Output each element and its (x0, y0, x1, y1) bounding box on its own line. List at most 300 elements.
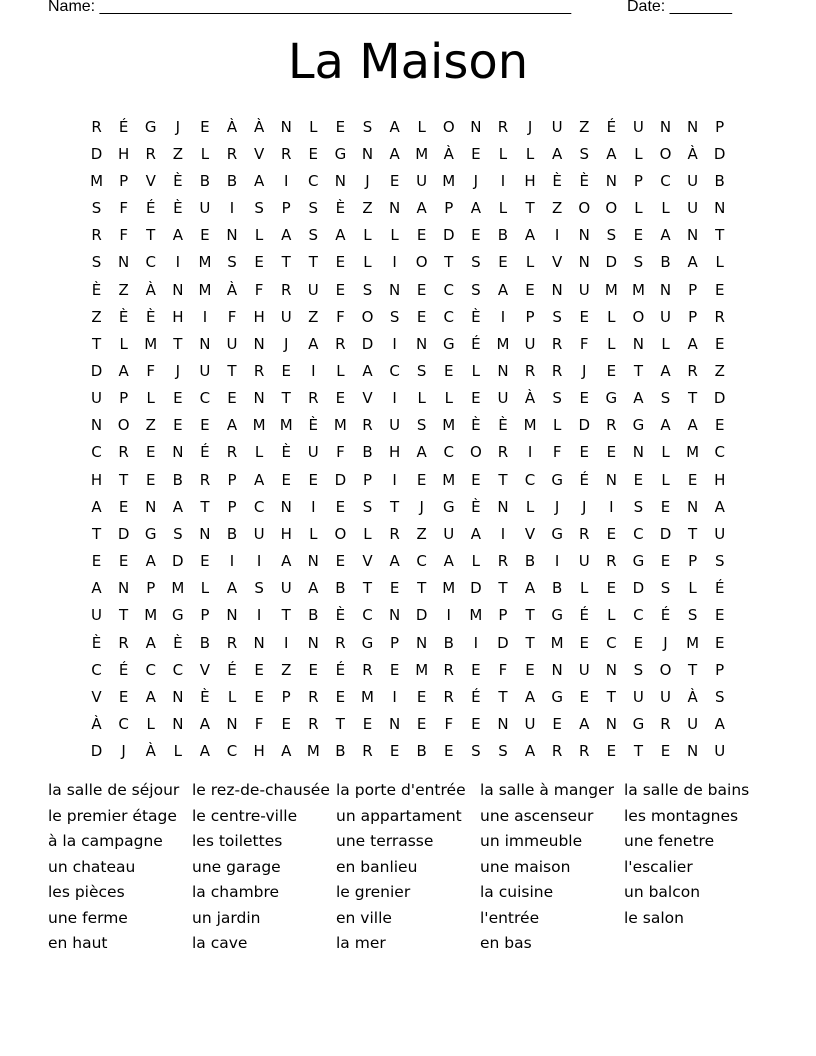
grid-letter: E (173, 416, 183, 435)
grid-letter: N (388, 715, 401, 734)
grid-letter: C (91, 443, 102, 462)
grid-letter: J (582, 497, 587, 516)
grid-letter: U (199, 199, 211, 218)
grid-letter: D (659, 524, 672, 543)
grid-letter: É (145, 199, 156, 218)
grid-letter: U (91, 606, 103, 625)
grid-letter: A (91, 497, 102, 516)
grid-letter: T (281, 253, 291, 272)
grid-letter: S (714, 687, 725, 706)
grid-letter: L (634, 144, 643, 163)
grid-letter: L (498, 144, 508, 163)
grid-letter: I (446, 606, 451, 625)
grid-letter: L (661, 199, 670, 218)
grid-letter: R (362, 742, 373, 761)
grid-letter: N (497, 361, 509, 380)
grid-letter: A (389, 117, 400, 136)
grid-letter: P (200, 606, 210, 625)
grid-letter: E (335, 497, 346, 516)
grid-letter: N (632, 334, 645, 353)
grid-letter: E (389, 171, 400, 190)
grid-letter: E (471, 470, 481, 489)
grid-letter: L (309, 117, 318, 136)
grid-letter: O (361, 307, 374, 326)
word-list (48, 778, 768, 957)
grid-letter: A (253, 171, 265, 190)
grid-letter: V (199, 660, 211, 679)
grid-letter: À (226, 117, 238, 136)
grid-letter: D (470, 579, 482, 598)
word-list-item: les montagnes (624, 806, 739, 825)
grid-letter: I (473, 633, 479, 652)
grid-letter: É (606, 117, 617, 136)
grid-letter: U (253, 524, 265, 543)
grid-letter: N (686, 497, 699, 516)
grid-letter: N (497, 715, 509, 734)
grid-letter: E (389, 742, 400, 761)
grid-row (83, 710, 735, 737)
grid-letter: Z (416, 524, 427, 543)
grid-letter: A (226, 416, 238, 435)
grid-letter: É (579, 470, 589, 489)
grid-letter: T (688, 389, 698, 408)
grid-letter: R (524, 361, 536, 380)
grid-letter: R (660, 715, 671, 734)
word-list-item: une ferme (48, 908, 128, 927)
grid-letter: S (633, 253, 644, 272)
word-list-item: la cave (192, 934, 248, 952)
grid-letter: A (660, 226, 671, 245)
grid-letter: L (417, 389, 426, 408)
grid-letter: R (335, 334, 346, 353)
grid-letter: B (199, 633, 211, 652)
grid-letter: T (91, 524, 102, 543)
grid-letter: I (311, 361, 316, 380)
grid-letter: E (579, 389, 589, 408)
grid-letter: A (281, 552, 292, 571)
grid-letter: P (146, 579, 156, 598)
grid-letter: N (226, 226, 238, 245)
grid-letter: L (552, 416, 562, 435)
grid-letter: M (442, 171, 456, 190)
grid-letter: N (686, 742, 699, 761)
grid-letter: N (416, 633, 428, 652)
grid-letter: P (227, 497, 237, 516)
grid-letter: I (500, 307, 506, 326)
grid-letter: C (443, 280, 454, 299)
grid-letter: È (91, 633, 102, 652)
word-list-item: la salle de séjour (48, 781, 180, 799)
grid-letter: I (229, 552, 235, 571)
grid-letter: E (118, 552, 129, 571)
grid-letter: A (579, 715, 590, 734)
grid-letter: A (524, 226, 536, 245)
grid-letter: N (686, 226, 699, 245)
grid-row (83, 629, 735, 656)
grid-row (83, 412, 735, 439)
grid-letter: È (335, 606, 346, 625)
grid-letter: U (687, 199, 699, 218)
grid-letter: S (579, 144, 589, 163)
grid-letter: A (687, 416, 698, 435)
grid-letter: I (392, 389, 397, 408)
grid-row (83, 656, 735, 683)
grid-letter: A (443, 552, 454, 571)
grid-letter: B (524, 552, 536, 571)
grid-letter: E (308, 660, 319, 679)
grid-letter: Z (91, 307, 102, 326)
grid-letter: M (306, 742, 320, 761)
grid-letter: S (91, 199, 102, 218)
grid-letter: I (256, 606, 262, 625)
grid-letter: N (307, 633, 319, 652)
grid-letter: A (470, 524, 481, 543)
grid-letter: R (335, 633, 346, 652)
grid-letter: P (715, 660, 725, 679)
grid-letter: A (362, 361, 373, 380)
grid-letter: F (146, 361, 156, 380)
grid-letter: D (90, 742, 103, 761)
grid-letter: A (145, 687, 156, 706)
grid-letter: M (686, 633, 700, 652)
grid-letter: U (280, 579, 292, 598)
grid-letter: E (714, 633, 725, 652)
grid-letter: E (471, 389, 481, 408)
grid-letter: H (118, 144, 130, 163)
grid-letter: U (280, 307, 292, 326)
grid-letter: A (416, 199, 427, 218)
grid-letter: Z (172, 144, 183, 163)
grid-letter: H (714, 470, 726, 489)
grid-letter: M (550, 633, 564, 652)
grid-letter: É (471, 334, 481, 353)
grid-letter: A (660, 416, 671, 435)
grid-letter: M (198, 253, 212, 272)
grid-letter: R (308, 389, 319, 408)
grid-letter: I (283, 171, 289, 190)
grid-letter: C (91, 660, 102, 679)
grid-letter: E (579, 633, 589, 652)
grid-letter: O (659, 660, 672, 679)
word-list-item: une fenetre (624, 832, 715, 850)
grid-letter: T (525, 199, 535, 218)
grid-letter: I (392, 253, 397, 272)
grid-letter: S (714, 552, 725, 571)
grid-letter: F (552, 443, 562, 462)
grid-letter: A (687, 334, 698, 353)
grid-letter: C (524, 470, 536, 489)
grid-letter: M (604, 280, 618, 299)
grid-letter: J (175, 361, 181, 380)
grid-letter: E (335, 280, 346, 299)
grid-letter: M (361, 687, 374, 706)
grid-letter: G (442, 334, 455, 353)
grid-letter: Z (281, 660, 292, 679)
grid-letter: E (416, 715, 427, 734)
grid-letter: J (527, 117, 533, 136)
grid-letter: P (498, 606, 508, 625)
grid-letter: N (361, 144, 374, 163)
word-list-item: un immeuble (480, 832, 583, 850)
grid-letter: D (90, 144, 103, 163)
grid-letter: E (335, 687, 346, 706)
grid-letter: E (444, 742, 454, 761)
grid-letter: E (606, 742, 617, 761)
grid-letter: H (388, 443, 401, 462)
grid-letter: A (145, 552, 156, 571)
grid-row (83, 548, 735, 575)
grid-letter: N (659, 280, 672, 299)
grid-letter: I (609, 497, 614, 516)
grid-letter: V (552, 253, 563, 272)
grid-letter: S (254, 579, 264, 598)
grid-letter: B (172, 470, 183, 489)
grid-letter: T (498, 687, 508, 706)
word-list-item: une ascenseur (480, 806, 594, 825)
grid-letter: D (605, 253, 618, 272)
grid-letter: P (227, 470, 237, 489)
grid-letter: E (416, 687, 427, 706)
grid-letter: O (605, 199, 618, 218)
word-list-item: l'entrée (480, 908, 540, 927)
grid-letter: A (552, 144, 563, 163)
grid-letter: S (687, 606, 698, 625)
grid-letter: H (253, 742, 265, 761)
grid-letter: E (633, 470, 644, 489)
grid-letter: H (172, 307, 184, 326)
grid-letter: E (145, 470, 156, 489)
grid-letter: D (334, 470, 347, 489)
grid-letter: S (660, 389, 671, 408)
grid-letter: I (554, 226, 560, 245)
grid-letter: L (525, 144, 535, 163)
grid-row (83, 303, 735, 330)
grid-letter: B (551, 579, 563, 598)
word-list-item: la chambre (192, 883, 280, 901)
grid-letter: I (392, 470, 397, 489)
grid-letter: L (525, 497, 535, 516)
grid-letter: U (497, 389, 509, 408)
grid-letter: À (226, 280, 238, 299)
grid-letter: N (416, 334, 428, 353)
grid-letter: D (415, 606, 428, 625)
grid-letter: S (416, 416, 427, 435)
grid-letter: E (579, 687, 589, 706)
grid-letter: E (687, 470, 698, 489)
grid-letter: N (388, 199, 401, 218)
grid-letter: E (145, 443, 156, 462)
grid-letter: E (281, 715, 291, 734)
grid-letter: A (389, 144, 400, 163)
grid-letter: F (579, 334, 589, 353)
grid-letter: E (714, 416, 725, 435)
grid-letter: L (363, 524, 372, 543)
grid-letter: E (660, 742, 671, 761)
grid-letter: J (473, 171, 479, 190)
grid-letter: R (308, 687, 319, 706)
grid-letter: N (632, 443, 645, 462)
grid-letter: N (253, 633, 265, 652)
grid-letter: O (578, 199, 591, 218)
grid-letter: E (335, 389, 346, 408)
grid-letter: P (633, 171, 643, 190)
grid-letter: V (362, 552, 373, 571)
grid-letter: I (256, 552, 262, 571)
grid-letter: S (471, 280, 481, 299)
grid-letter: S (308, 199, 319, 218)
grid-letter: R (551, 334, 563, 353)
grid-letter: È (145, 307, 156, 326)
grid-letter: L (580, 579, 589, 598)
word-list-item: une maison (480, 857, 571, 876)
grid-letter: E (471, 715, 481, 734)
grid-letter: N (605, 470, 617, 489)
grid-letter: N (334, 171, 346, 190)
grid-letter: U (389, 416, 401, 435)
grid-letter: E (281, 470, 291, 489)
grid-letter: L (200, 144, 210, 163)
grid-letter: T (146, 226, 156, 245)
grid-letter: E (633, 633, 644, 652)
grid-letter: R (118, 443, 129, 462)
grid-letter: D (442, 226, 455, 245)
grid-letter: N (199, 334, 211, 353)
grid-letter: S (389, 307, 400, 326)
grid-letter: L (607, 606, 616, 625)
grid-letter: J (175, 117, 181, 136)
grid-letter: R (579, 742, 590, 761)
word-list-item: un balcon (624, 883, 701, 901)
grid-letter: S (173, 524, 183, 543)
word-list-item: le rez-de-chausée (192, 781, 330, 799)
grid-letter: E (444, 361, 454, 380)
grid-letter: I (202, 307, 208, 326)
grid-letter: E (335, 552, 346, 571)
grid-letter: J (419, 497, 424, 516)
grid-letter: G (632, 552, 645, 571)
grid-letter: A (660, 361, 671, 380)
grid-letter: J (554, 497, 560, 516)
grid-letter: U (226, 334, 238, 353)
grid-row (83, 330, 735, 357)
grid-letter: S (254, 199, 264, 218)
grid-letter: M (252, 416, 266, 435)
grid-row (83, 683, 735, 710)
grid-letter: R (606, 552, 617, 571)
grid-letter: M (442, 416, 456, 435)
grid-letter: A (335, 226, 346, 245)
grid-letter: F (119, 226, 128, 245)
grid-letter: C (145, 660, 156, 679)
grid-letter: M (469, 606, 483, 625)
grid-letter: U (91, 389, 103, 408)
grid-letter: U (524, 715, 536, 734)
grid-letter: L (146, 715, 155, 734)
grid-letter: A (199, 715, 211, 734)
grid-letter: E (714, 280, 725, 299)
grid-letter: P (119, 171, 129, 190)
grid-letter: N (172, 687, 184, 706)
grid-letter: L (661, 470, 670, 489)
grid-letter: N (118, 579, 130, 598)
grid-letter: E (660, 497, 671, 516)
grid-letter: R (551, 742, 563, 761)
grid-letter: È (308, 416, 319, 435)
grid-letter: R (91, 226, 102, 245)
grid-letter: S (471, 253, 481, 272)
grid-row (83, 493, 735, 520)
grid-letter: Z (579, 117, 590, 136)
grid-letter: È (173, 171, 183, 190)
grid-letter: A (91, 579, 102, 598)
grid-letter: Z (308, 307, 319, 326)
grid-letter: T (715, 226, 725, 245)
word-list-item: le grenier (336, 883, 411, 901)
word-list-item: les pièces (48, 883, 125, 901)
grid-row (83, 113, 735, 140)
grid-letter: R (443, 687, 454, 706)
grid-letter: T (525, 606, 535, 625)
grid-letter: É (118, 660, 129, 679)
grid-letter: M (442, 470, 456, 489)
grid-letter: E (579, 307, 589, 326)
grid-letter: È (498, 416, 508, 435)
grid-letter: E (416, 307, 427, 326)
grid-letter: O (442, 117, 455, 136)
grid-letter: È (471, 416, 481, 435)
word-list-item: en bas (480, 934, 532, 952)
grid-letter: E (525, 660, 535, 679)
grid-letter: E (416, 226, 427, 245)
grid-letter: N (578, 253, 590, 272)
grid-letter: T (281, 389, 291, 408)
grid-letter: S (471, 742, 481, 761)
grid-letter: E (714, 334, 725, 353)
grid-letter: L (309, 524, 318, 543)
grid-letter: N (145, 497, 157, 516)
grid-letter: J (283, 334, 289, 353)
grid-row (83, 194, 735, 221)
grid-letter: A (308, 334, 319, 353)
grid-letter: S (308, 226, 319, 245)
grid-letter: T (688, 524, 698, 543)
grid-letter: U (578, 552, 590, 571)
grid-letter: R (226, 144, 238, 163)
grid-letter: É (660, 606, 671, 625)
grid-letter: E (200, 552, 210, 571)
grid-row (83, 249, 735, 276)
grid-letter: E (389, 579, 400, 598)
grid-letter: C (606, 633, 617, 652)
grid-letter: R (226, 443, 238, 462)
grid-row (83, 222, 735, 249)
grid-letter: L (444, 389, 453, 408)
grid-letter: O (632, 307, 645, 326)
grid-letter: V (362, 389, 373, 408)
grid-letter: È (471, 497, 481, 516)
grid-letter: N (659, 117, 672, 136)
grid-letter: L (417, 117, 426, 136)
grid-letter: E (254, 660, 264, 679)
grid-letter: A (714, 497, 725, 516)
grid-letter: U (524, 334, 536, 353)
grid-letter: I (175, 253, 181, 272)
word-list-item: une terrasse (336, 832, 434, 850)
grid-letter: I (229, 199, 235, 218)
grid-letter: T (633, 361, 643, 380)
grid-row (83, 357, 735, 384)
grid-letter: Z (145, 416, 156, 435)
